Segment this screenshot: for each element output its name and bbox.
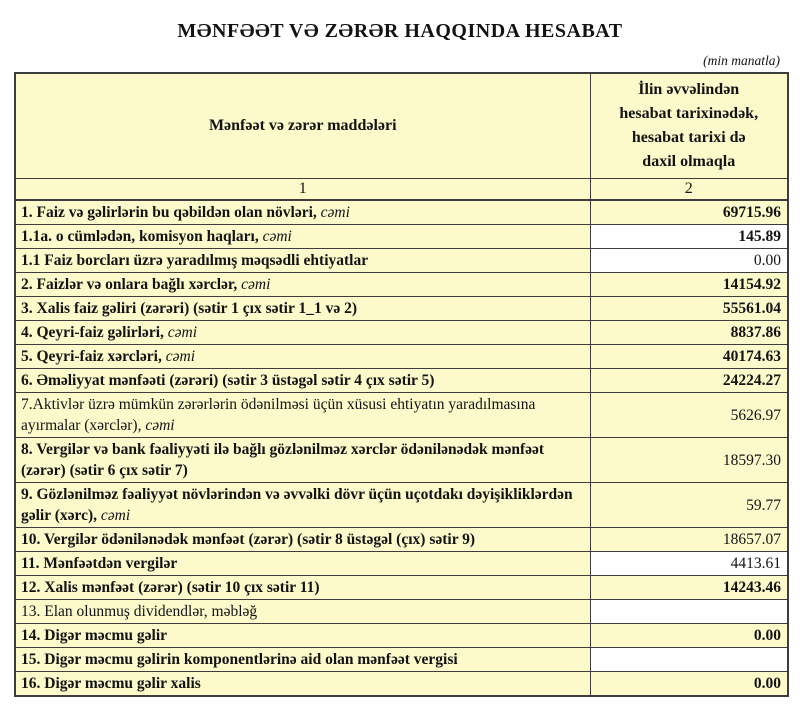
table-row [15,624,788,648]
table-row [15,648,788,672]
table-row [15,483,788,528]
row-value: 14154.92 [590,273,788,297]
row-label-text: 5. Qeyri-faiz xərcləri, [21,348,166,365]
table-row [15,249,788,273]
row-value: 14243.46 [590,576,788,600]
row-label-text: 15. Digər məcmu gəlirin komponentlərinə aid olan mənfəət vergisi [21,651,458,668]
row-label [15,321,590,345]
row-label [15,297,590,321]
row-label-text: 3. Xalis faiz gəliri (zərəri) (sətir 1 çıx sətir 1_1 və 2) [21,300,357,317]
table-row [15,345,788,369]
row-label [15,528,590,552]
row-label-text: 6. Əməliyyat mənfəəti (zərəri) (sətir 3 üstəgəl sətir 4 çıx sətir 5) [21,372,435,389]
row-label-text: 1.1a. o cümlədən, komisyon haqları, [21,228,263,245]
row-label-text: 13. Elan olunmuş dividendlər, məbləğ [21,603,258,620]
row-label [15,576,590,600]
table-row [15,672,788,697]
row-value: 24224.27 [590,369,788,393]
table-row [15,393,788,438]
row-label-text: 2. Faizlər və onlara bağlı xərclər, [21,276,242,293]
row-label [15,672,590,697]
table-row [15,297,788,321]
column-number-1: 1 [15,179,590,201]
row-label [15,273,590,297]
row-label [15,369,590,393]
row-label-italic: cəmi [167,324,198,341]
row-label [15,624,590,648]
column-number-2: 2 [590,179,788,201]
table-row [15,576,788,600]
row-label [15,249,590,273]
row-label [15,552,590,576]
column-number-row [15,179,788,201]
period-header-line: hesabat tarixi də [631,129,746,146]
row-value: 4413.61 [590,552,788,576]
row-value: 0.00 [590,624,788,648]
table-row [15,528,788,552]
row-value: 8837.86 [590,321,788,345]
table-row [15,273,788,297]
row-value: 0.00 [590,249,788,273]
row-label-text: 8. Vergilər və bank fəaliyyəti ilə bağlı gözlənilməz xərclər ödənilənədək mənfəət (zərər) (sətir 6 çıx sətir 7) [21,441,545,479]
row-label [15,345,590,369]
row-label-italic: cəmi [165,348,196,365]
row-label-text: 16. Digər məcmu gəlir xalis [21,675,201,692]
row-value: 18597.30 [590,438,788,483]
row-value [590,648,788,672]
row-value: 59.77 [590,483,788,528]
period-header-line: İlin əvvəlindən [638,81,740,98]
row-label [15,225,590,249]
table-row [15,321,788,345]
table-row [15,200,788,225]
row-label-text: 9. Gözlənilməz fəaliyyət növlərindən və əvvəlki dövr üçün uçotdakı dəyişikliklərdən gəlir (xərc), [21,486,573,524]
row-label-italic: cəmi [145,417,175,434]
table-row [15,600,788,624]
period-header-line: hesabat tarixinədək, [619,105,759,122]
table-row [15,225,788,249]
row-value: 18657.07 [590,528,788,552]
row-label [15,200,590,225]
row-label [15,483,590,528]
row-label-text: 7.Aktivlər üzrə mümkün zərərlərin ödənilməsi üçün xüsusi ehtiyatın yaradılmasına ayırmalar (xərclər), [21,396,536,434]
table-row [15,369,788,393]
unit-note: (min manatla) [703,53,780,68]
row-label-text: 12. Xalis mənfəət (zərər) (sətir 10 çıx sətir 11) [21,579,320,596]
period-header-line: daxil olmaqla [642,153,736,170]
profit-loss-table [14,72,789,697]
row-label-italic: cəmi [100,507,131,524]
page-title: MƏNFƏƏT VƏ ZƏRƏR HAQQINDA HESABAT [177,20,623,42]
row-label-text: 10. Vergilər ödənilənədək mənfəət (zərər) (sətir 8 üstəgəl (çıx) sətir 9) [21,531,476,548]
row-label-text: 11. Mənfəətdən vergilər [21,555,178,572]
row-label [15,438,590,483]
row-label-text: 14. Digər məcmu gəlir [21,627,168,644]
table-header-row [15,73,788,179]
row-label [15,600,590,624]
row-value: 40174.63 [590,345,788,369]
row-label-italic: cəmi [320,204,350,221]
items-column-header: Mənfəət və zərər maddələri [15,73,590,179]
row-value: 145.89 [590,225,788,249]
row-value [590,600,788,624]
row-label [15,648,590,672]
row-label-text: 4. Qeyri-faiz gəlirləri, [21,324,168,341]
table-row [15,438,788,483]
row-label-italic: cəmi [241,276,271,293]
period-column-header [590,73,788,179]
row-label [15,393,590,438]
row-label-italic: cəmi [262,228,292,245]
row-label-text: 1. Faiz və gəlirlərin bu qəbildən olan növləri, [21,204,321,221]
row-value: 55561.04 [590,297,788,321]
table-row [15,552,788,576]
row-value: 69715.96 [590,200,788,225]
row-value: 5626.97 [590,393,788,438]
row-label-text: 1.1 Faiz borcları üzrə yaradılmış məqsədli ehtiyatlar [21,252,369,269]
row-value: 0.00 [590,672,788,697]
